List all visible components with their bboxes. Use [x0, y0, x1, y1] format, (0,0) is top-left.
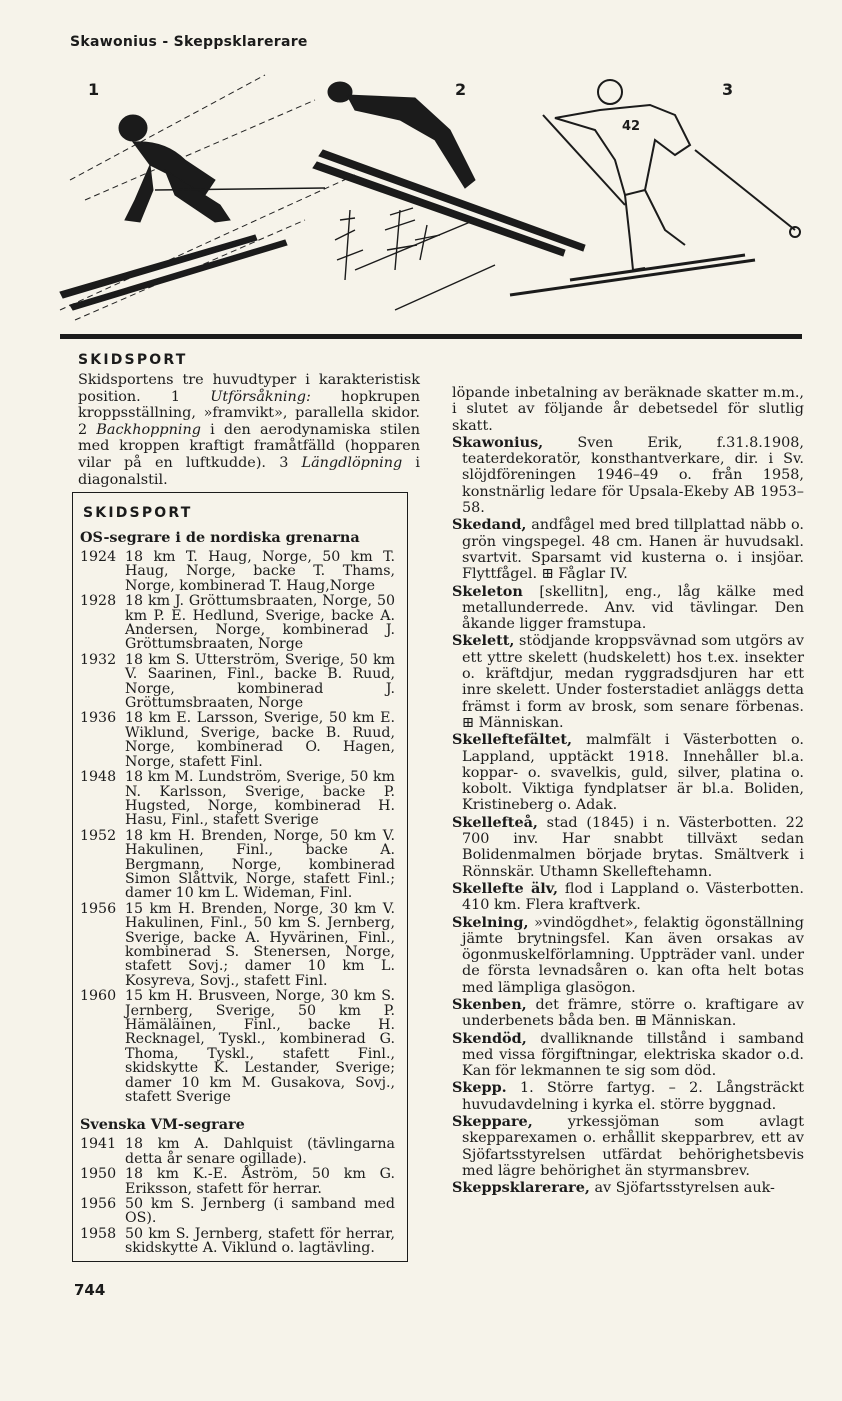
section-divider	[60, 334, 802, 339]
entry-skellefte-alv: Skellefte älv, flod i Lappland o. Västerbotten. 410 km. Flera kraftverk.	[452, 879, 805, 914]
figure-label-2: 2	[455, 80, 467, 99]
os-entries	[73, 550, 407, 1104]
os-entry: 1948 18 km M. Lundström, Sverige, 50 km N. Karlsson, Sverige, backe P. Hugsted, Norge, kombinerad H. Hasu, Finl., stafett Sverige	[80, 769, 395, 829]
encyclopedia-entries	[452, 385, 804, 1198]
vm-heading: Svenska VM-segrare	[80, 1116, 245, 1134]
entry-continuation: löpande inbetalning av beräknade skatter m.m., i slutet av följande år debetsedel för slutlig skatt.	[452, 385, 804, 434]
skidsport-caption: Skidsportens tre huvudtyper i karakteristisk position. 1 Utförsåkning: hopkrupen kroppsställning, »framvikt», parallella skidor. 2 Backhoppning i den aerodynamiska stilen med kroppen kraftigt framåtfälld (hopparen vilar på en luftkudde). 3 Längdlöpning i diagonalstil.	[78, 372, 420, 488]
entry-skeppsklarerare: Skeppsklarerare, av Sjöfartsstyrelsen auk-	[452, 1179, 775, 1197]
os-entry: 1936 18 km E. Larsson, Sverige, 50 km E. Wiklund, Sverige, backe B. Ruud, Norge, kombinerad O. Hagen, Norge, stafett Finl.	[80, 710, 395, 770]
downhill-skier-figure	[60, 115, 325, 310]
running-head: Skawonius - Skeppsklarerare	[70, 34, 308, 50]
os-entry: 1956 15 km H. Brenden, Norge, 30 km V. Hakulinen, Finl., 50 km S. Jernberg, Sverige, backe A. Hyvärinen, Finl., kombinerad S. Stenersen, Norge, stafett Sovj.; damer 10 km L. Kosyreva, Sovj., stafett Finl.	[80, 900, 395, 989]
os-entry: 1952 18 km H. Brenden, Norge, 50 km V. Hakulinen, Finl., backe A. Bergmann, Norge, kombinerad Simon Slåttvik, Norge, stafett Finl.; damer 10 km L. Wideman, Finl.	[80, 827, 395, 902]
vm-entry: 1958 50 km S. Jernberg, stafett för herrar, skidskytte A. Viklund o. lagtävling.	[80, 1225, 395, 1257]
vm-entries	[73, 1137, 407, 1255]
cross-country-skier-figure	[510, 80, 800, 295]
vm-entry: 1941 18 km A. Dahlquist (tävlingarna detta år senare ogillade).	[80, 1136, 395, 1167]
entry-skendod: Skendöd, dvalliknande tillstånd i samband med vissa förgiftningar, elektriska skador o.d. Kan för lekmannen te sig som död.	[452, 1029, 804, 1080]
os-entry: 1928 18 km J. Gröttumsbraaten, Norge, 50 km P. E. Hedlund, Sverige, backe A. Andersen, Norge, kombinerad J. Gröttumsbraaten, Norge	[80, 593, 395, 653]
entry-skelning: Skelning, »vindögdhet», felaktig ögonställning jämte brytningsfel. Kan även orsakas av ögonmuskelförlamning. Uppträder vanl. under de första levnadsåren o. kan ofta helt botas med lämpliga glasögon.	[452, 913, 804, 996]
figure-label-1: 1	[88, 80, 100, 99]
skiing-illustration	[55, 70, 815, 330]
os-entry: 1932 18 km S. Utterström, Sverige, 50 km V. Saarinen, Finl., backe B. Ruud, Norge, kombinerad J. Gröttumsbraaten, Norge	[80, 651, 395, 712]
entry-skelleftefaltet: Skelleftefältet, malmfält i Västerbotten o. Lappland, upptäckt 1918. Innehåller bl.a. koppar- o. svavelkis, guld, silver, platina o. kobolt. Viktiga fyndplatser är bl.a. Boliden, Kristineberg o. Adak.	[452, 731, 804, 814]
vm-entry: 1950 18 km K.-E. Åström, 50 km G. Eriksson, stafett för herrar.	[80, 1166, 395, 1197]
figure-label-3: 3	[722, 80, 734, 99]
entry-skedand: Skedand, andfågel med bred tillplattad näbb o. grön vingspegel. 48 cm. Hanen är huvudsakl. svartvit. Sparsamt vid kusterna o. i insjöar. Flyttfågel. ⊞ Fåglar IV.	[452, 516, 804, 583]
entry-skelleftea: Skellefteå, stad (1845) i n. Västerbotten. 22 700 inv. Har snabbt tillväxt sedan Bolidenmalmen började brytas. Smältverk i Rönnskär. Uthamn Skelleftehamn.	[452, 813, 804, 880]
entry-skeppare: Skeppare, yrkessjöman som avlagt skepparexamen o. erhållit skepparbrev, ett av Sjöfartsstyrelsen utfärdat behörighetsbevis med lägre behörighet än styrmansbrev.	[452, 1113, 804, 1179]
os-entry: 1960 15 km H. Brusveen, Norge, 30 km S. Jernberg, Sverige, 50 km P. Hämäläinen, Finl., backe H. Recknagel, Tyskl., kombinerad G. Thoma, Tyskl., stafett Finl., skidskytte K. Lestander, Sverige; damer 10 km M. Gusakova, Sovj., stafett Sverige	[80, 988, 395, 1106]
os-heading: OS-segrare i de nordiska grenarna	[80, 529, 360, 546]
bib-number: 42	[622, 119, 641, 134]
entry-skelett: Skelett, stödjande kroppsvävnad som utgörs av ett yttre skelett (hudskelett) hos t.ex. insekter o. kräftdjur, medan ryggradsdjuren har ett inre skelett. Under fosterstadiet anläggs detta främst i form av brosk, som senare förbenas. ⊞ Människan.	[452, 632, 804, 731]
skidsport-results-box	[72, 492, 408, 1262]
entry-skeleton: Skeleton [skellitn], eng., låg kälke med metallunderrede. Anv. vid tävlingar. Den åkande ligger framstupa.	[452, 582, 804, 633]
vm-entry: 1956 50 km S. Jernberg (i samband med OS).	[80, 1196, 395, 1227]
entry-skenben: Skenben, det främre, större o. kraftigare av underbenets båda ben. ⊞ Människan.	[452, 995, 804, 1030]
entry-skepp: Skepp. 1. Större fartyg. – 2. Långsträckt huvudavdelning i kyrka el. större byggnad.	[452, 1079, 804, 1113]
skidsport-title: SKIDSPORT	[78, 352, 188, 368]
page-number: 744	[74, 1281, 106, 1299]
entry-skawonius: Skawonius, Sven Erik, f.31.8.1908, teaterdekoratör, konsthantverkare, dir. i Sv. slöjdföreningen 1946–49 o. från 1958, konstnärlig ledare för Upsala-Ekeby AB 1953–58.	[452, 433, 804, 517]
box-title: SKIDSPORT	[83, 505, 193, 521]
os-entry: 1924 18 km T. Haug, Norge, 50 km T. Haug, Norge, backe T. Thams, Norge, kombinerad T. Haug,Norge	[80, 549, 395, 594]
skidsport-caption-section	[78, 352, 420, 488]
